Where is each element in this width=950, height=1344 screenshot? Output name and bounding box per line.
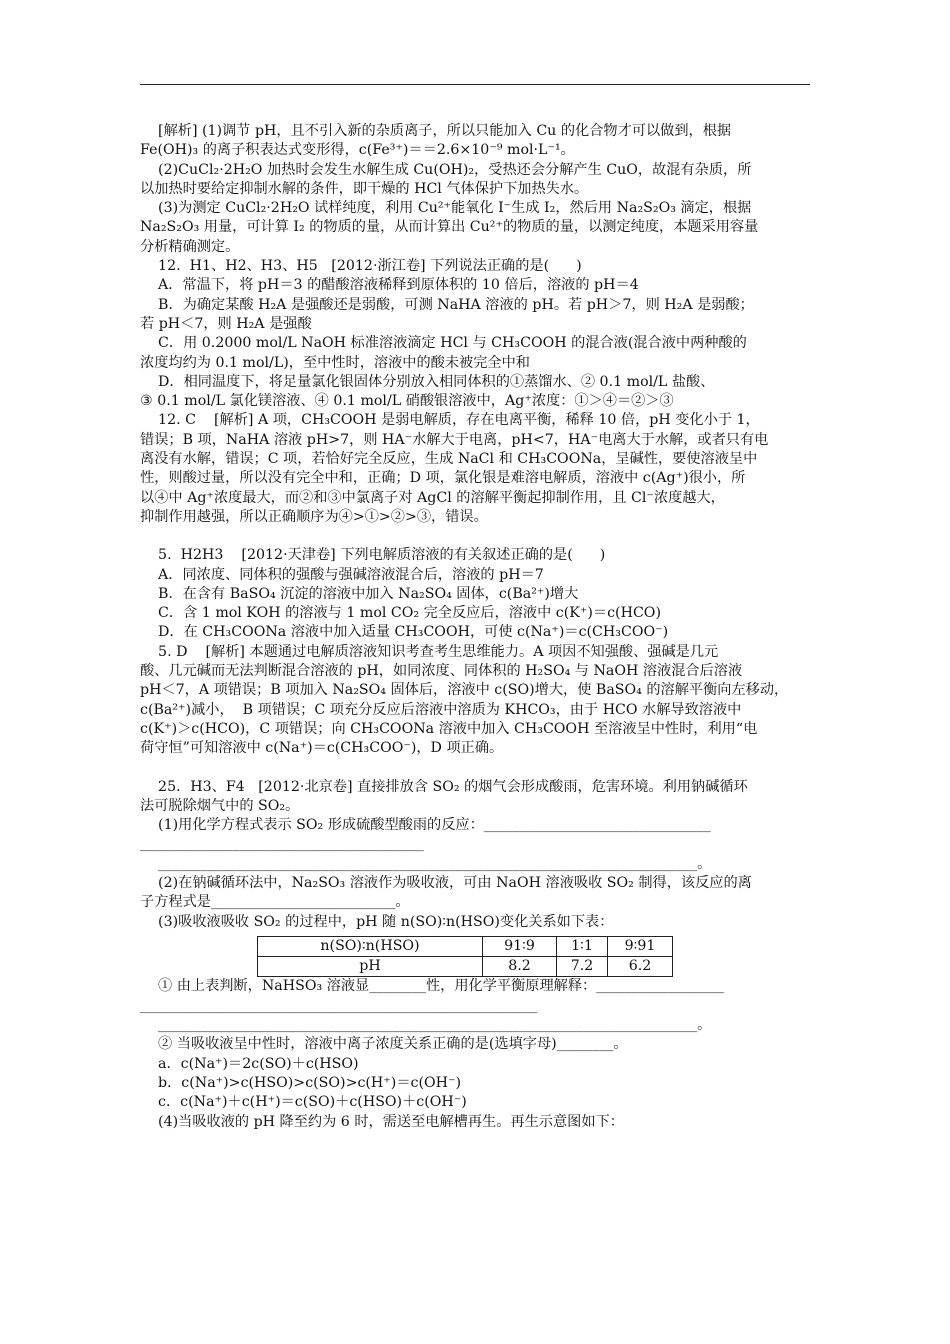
table-row [258,957,673,977]
text-line: 12. C [解析] A 项，CH₃COOH 是弱电解质，存在电离平衡，稀释 10 倍，pH 变化小于 1， [140,412,760,429]
text-line: 子方程式是__________________________。 [140,894,410,911]
text-line: ③ 0.1 mol/L 氯化镁溶液、④ 0.1 mol/L 硝酸银溶液中，Ag⁺浓度：①＞④＝②＞③ [140,393,674,410]
table-row-label: pH [258,957,483,977]
text-line: D．在 CH₃COONa 溶液中加入适量 CH₃COOH，可使 c(Na⁺)＝c(CH₃COO⁻) [140,624,669,641]
text-line: c(K⁺)＞c(HCO)，C 项错误；向 CH₃COONa 溶液中加入 CH₃COOH 至溶液呈中性时，利用“电 [140,720,758,737]
text-line: (3)吸收液吸收 SO₂ 的过程中，pH 随 n(SO)∶n(HSO)变化关系如下表： [140,913,614,930]
text-line: 浓度均约为 0.1 mol/L)，至中性时，溶液中的酸未被完全中和 [140,354,530,371]
text-line: 若 pH＜7，则 H₂A 是强酸 [140,315,312,332]
table-header-cell: n(SO)∶n(HSO) [258,936,483,956]
text-line: [解析] (1)调节 pH，且不引入新的杂质离子，所以只能加入 Cu 的化合物才可以做到，根据 [140,123,732,139]
table-cell: 1∶1 [557,936,608,956]
table-row [258,936,673,956]
text-line: pH＜7，A 项错误；B 项加入 Na₂SO₄ 固体后，溶液中 c(SO)增大，使 BaSO₄ 的溶解平衡向左移动， [140,682,789,699]
text-line: Fe(OH)₃ 的离子积表达式变形得，c(Fe³⁺)＝＝2.6×10⁻⁹ mol·L⁻¹。 [140,142,575,159]
table-cell: 91∶9 [483,936,557,956]
text-line: 5. D [解析] 本题通过电解质溶液知识考查考生思维能力。A 项因不知强酸、强碱是几元 [140,643,719,660]
text-line: (1)用化学方程式表示 SO₂ 形成硫酸型酸雨的反应：________________________________ [140,817,711,834]
text-line: 以加热时要给定抑制水解的条件，即干燥的 HCl 气体保护下加热失水。 [140,180,589,197]
table-cell: 7.2 [557,957,608,977]
text-line: C．含 1 mol KOH 的溶液与 1 mol CO₂ 完全反应后，溶液中 c(K⁺)＝c(HCO) [140,605,661,622]
text-line: ________________________________________ [140,836,424,853]
text-line: c(Ba²⁺)减小， B 项错误；C 项充分反应后溶液中溶质为 KHCO₃，由于 HCO 水解导致溶液中 [140,701,742,718]
text-line: 以④中 Ag⁺浓度最大，而②和③中氯离子对 AgCl 的溶解平衡起抑制作用，且 Cl⁻浓度越大， [140,489,725,506]
text-line: ① 由上表判断，NaHSO₃ 溶液显________性，用化学平衡原理解释：__________________ [140,978,724,995]
text-line: 荷守恒”可知溶液中 c(Na⁺)＝c(CH₃COO⁻)，D 项正确。 [140,740,504,757]
text-line: 性，则酸过量，所以没有完全中和，正确；D 项，氯化银是难溶电解质，溶液中 c(Ag⁺)很小，所 [140,470,746,487]
text-line: 离没有水解，错误；C 项，若恰好完全反应，生成 NaCl 和 CH₃COONa，呈碱性，要使溶液呈中 [140,451,758,468]
text-line: b．c(Na⁺)>c(HSO)>c(SO)>c(H⁺)＝c(OH⁻) [140,1074,462,1091]
table-cell: 8.2 [483,957,557,977]
text-line [140,527,810,546]
text-line [140,759,810,778]
ph-ratio-table [257,936,673,978]
text-line: ____________________________________________________________________________。 [140,855,712,872]
text-line: ____________________________________________________________________________。 [140,1017,712,1034]
text-line: (2)在钠碱循环法中，Na₂SO₃ 溶液作为吸收液，可由 NaOH 溶液吸收 SO₂ 制得，该反应的离 [140,874,752,891]
text-line: 法可脱除烟气中的 SO₂。 [140,797,300,814]
header-rule [140,84,810,85]
document-body [140,122,810,1132]
text-line: 分析精确测定。 [140,238,240,255]
text-line: Na₂S₂O₃ 用量，可计算 I₂ 的物质的量，从而计算出 Cu²⁺的物质的量，以测定纯度，本题采用容量 [140,219,759,236]
text-line: D．相同温度下，将足量氯化银固体分别放入相同体积的①蒸馏水、② 0.1 mol/L 盐酸、 [140,373,715,390]
text-line: (3)为测定 CuCl₂·2H₂O 试样纯度，利用 Cu²⁺能氧化 I⁻生成 I₂，然后用 Na₂S₂O₃ 滴定，根据 [140,200,752,217]
text-block-before-table [140,122,810,932]
text-line: 25．H3、F4 [2012·北京卷] 直接排放含 SO₂ 的烟气会形成酸雨，危害环境。利用钠碱循环 [140,778,748,795]
text-line: B．为确定某酸 H₂A 是强酸还是弱酸，可测 NaHA 溶液的 pH。若 pH＞7，则 H₂A 是弱酸； [140,296,754,313]
text-line: 错误；B 项，NaHA 溶液 pH>7，则 HA⁻水解大于电离，pH<7，HA⁻电离大于水解，或者只有电 [140,431,769,448]
text-line: a．c(Na⁺)＝2c(SO)＋c(HSO) [140,1055,359,1072]
table-cell: 9∶91 [608,936,673,956]
text-line: 5. H2H3 [2012·天津卷] 下列电解质溶液的有关叙述正确的是( ) [140,547,606,564]
text-block-after-table [140,977,810,1131]
text-line: c．c(Na⁺)＋c(H⁺)＝c(SO)＋c(HSO)＋c(OH⁻) [140,1094,467,1111]
table-cell: 6.2 [608,957,673,977]
text-line: ________________________________________________________ [140,997,538,1014]
text-line: 抑制作用越强，所以正确顺序为④>①>②>③，错误。 [140,508,488,525]
text-line: 酸、几元碱而无法判断混合溶液的 pH，如同浓度、同体积的 H₂SO₄ 与 NaOH 溶液混合后溶液 [140,663,743,680]
text-line: 12. H1、H2、H3、H5 [2012·浙江卷] 下列说法正确的是( ) [140,258,582,275]
text-line: (4)当吸收液的 pH 降至约为 6 时，需送至电解槽再生。再生示意图如下： [140,1113,624,1130]
text-line: (2)CuCl₂·2H₂O 加热时会发生水解生成 Cu(OH)₂，受热还会分解产生 CuO，故混有杂质，所 [140,161,752,178]
text-line: C．用 0.2000 mol/L NaOH 标准溶液滴定 HCl 与 CH₃COOH 的混合液(混合液中两种酸的 [140,335,747,352]
text-line: ② 当吸收液呈中性时，溶液中离子浓度关系正确的是(选填字母)________。 [140,1036,628,1053]
text-line: A．同浓度、同体积的强酸与强碱溶液混合后，溶液的 pH＝7 [140,566,544,583]
text-line: A．常温下，将 pH＝3 的醋酸溶液稀释到原体积的 10 倍后，溶液的 pH＝4 [140,277,639,294]
text-line: B．在含有 BaSO₄ 沉淀的溶液中加入 Na₂SO₄ 固体，c(Ba²⁺)增大 [140,585,579,602]
